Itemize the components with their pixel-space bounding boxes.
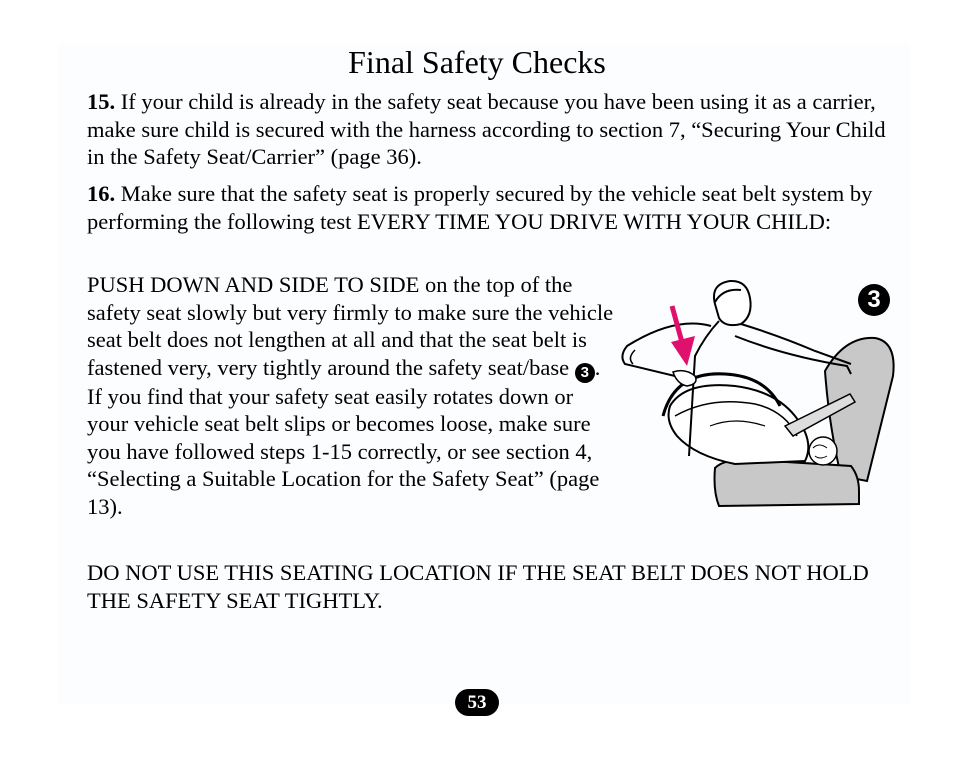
step-15-number: 15. xyxy=(87,89,116,114)
figure-number-badge: 3 xyxy=(858,284,890,316)
adult-arm-left xyxy=(622,324,711,385)
baby-head xyxy=(809,437,837,465)
car-seat-illustration xyxy=(615,276,900,511)
push-text-after: . If you find that your safety seat easily rotates down or your vehicle seat belt slips or becomes loose, make sure you have followed steps 1-15 correctly, or see section 4, “Selecting a Suitable Location for the Safety Seat” (page 13). xyxy=(87,354,601,519)
step-16-text: Make sure that the safety seat is properly secured by the vehicle seat belt system by performing the following test EVERY TIME YOU DRIVE WITH YOUR CHILD: xyxy=(87,181,873,234)
step-15-text: If your child is already in the safety seat because you have been using it as a carrier, make sure child is secured with the harness according to section 7, “Securing Your Child in the Safety Seat/Carrier” (page 36). xyxy=(87,89,886,169)
step-16-number: 16. xyxy=(87,181,116,206)
step-15 xyxy=(87,88,887,171)
push-text-before: PUSH DOWN AND SIDE TO SIDE on the top of the safety seat slowly but very firmly to make sure the vehicle seat belt does not lengthen at all and that the seat belt is fastened very, very tightly around the safety seat/base xyxy=(87,272,614,380)
figure-ref-badge: 3 xyxy=(575,363,595,383)
page-title: Final Safety Checks xyxy=(348,44,606,80)
push-test-paragraph xyxy=(87,271,617,520)
adult-hand xyxy=(673,371,696,386)
adult-head xyxy=(714,281,751,325)
push-arrow-head xyxy=(671,336,695,366)
page-number: 53 xyxy=(455,689,499,716)
step-16 xyxy=(87,180,887,235)
warning-text: DO NOT USE THIS SEATING LOCATION IF THE SEAT BELT DOES NOT HOLD THE SAFETY SEAT TIGHTLY. xyxy=(87,560,869,613)
vehicle-seat-cushion xyxy=(715,460,860,506)
